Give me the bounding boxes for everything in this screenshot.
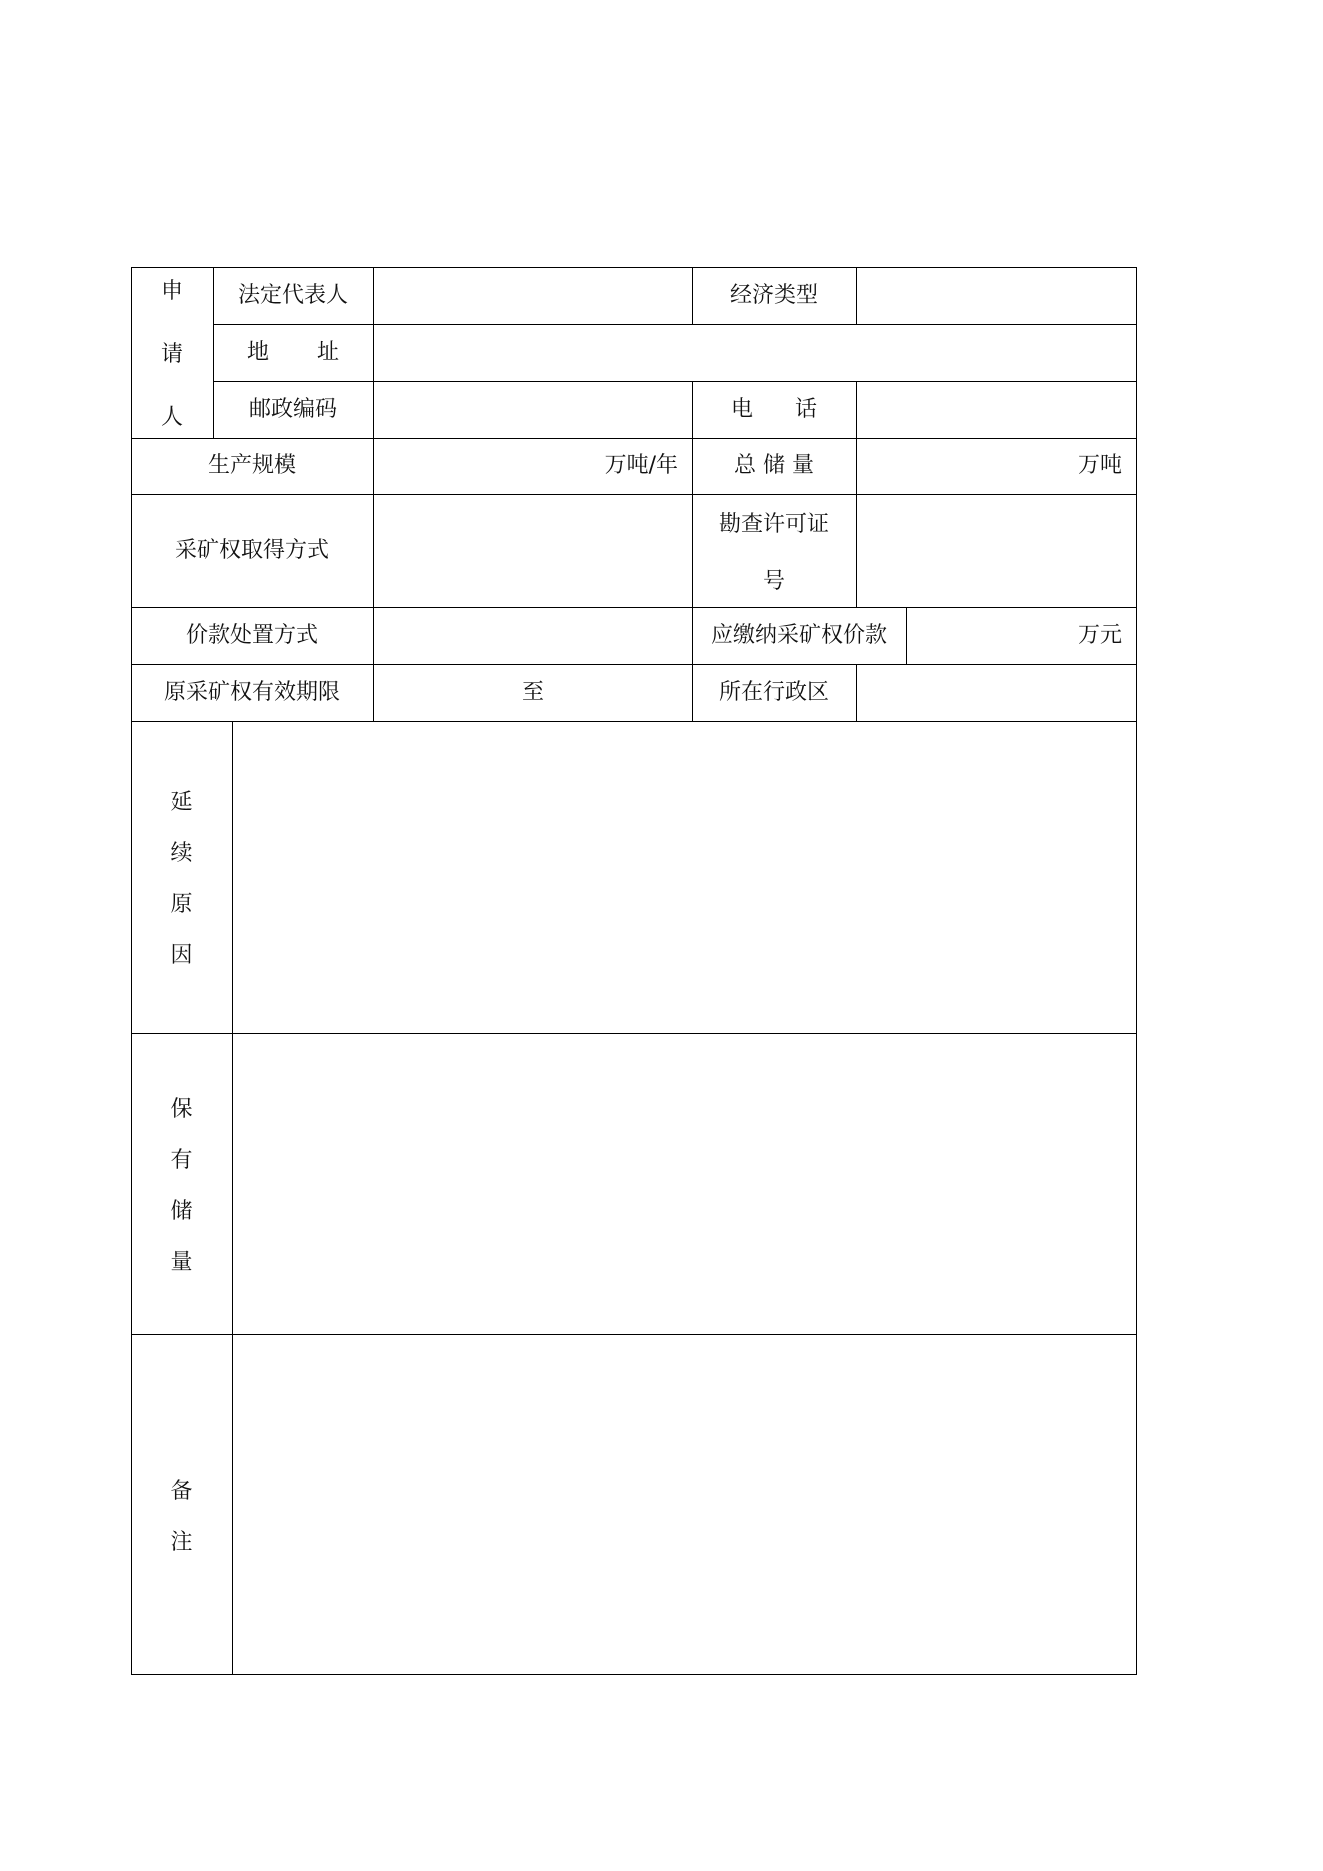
term-to-text: 至 [521, 679, 544, 705]
renewal-reason-field[interactable] [233, 722, 1136, 1033]
term-label: 原采矿权有效期限 [163, 679, 340, 705]
econ-type-field[interactable] [857, 268, 1136, 324]
total-reserve-field[interactable] [857, 438, 1136, 494]
total-reserve-unit: 万吨 [1077, 453, 1122, 478]
region-field[interactable] [857, 665, 1136, 721]
price-method-field[interactable] [374, 608, 692, 664]
legal-rep-label: 法定代表人 [237, 282, 348, 308]
term-field[interactable] [374, 664, 692, 721]
acquire-method-field[interactable] [374, 495, 692, 607]
scale-field[interactable] [374, 438, 692, 494]
renewal-reason-label: 延 续 原 因 [170, 790, 193, 968]
legal-rep-field[interactable] [374, 268, 692, 324]
retained-reserves-field[interactable] [233, 1034, 1136, 1334]
price-due-unit: 万元 [1077, 622, 1122, 648]
phone-label: 电 话 [731, 396, 817, 422]
permit-number-label: 勘查许可证 号 [718, 511, 829, 594]
total-reserve-label: 总 储 量 [734, 453, 814, 478]
remarks-label: 备 注 [170, 1479, 193, 1555]
price-method-label: 价款处置方式 [185, 622, 318, 648]
address-field[interactable] [374, 325, 1136, 381]
scale-label: 生产规模 [207, 453, 296, 478]
price-due-label: 应缴纳采矿权价款 [710, 622, 887, 648]
retained-reserves-label: 保 有 储 量 [170, 1096, 193, 1275]
table-border-bottom [131, 1674, 1137, 1675]
address-label: 地 址 [247, 339, 339, 365]
region-label: 所在行政区 [718, 679, 829, 705]
remarks-field[interactable] [233, 1335, 1136, 1674]
applicant-group-label: 申 请 人 [160, 279, 183, 430]
acquire-method-label: 采矿权取得方式 [174, 537, 329, 563]
econ-type-label: 经济类型 [729, 282, 818, 308]
table-border-right [1136, 267, 1137, 1675]
postcode-label: 邮政编码 [248, 396, 337, 422]
price-due-field[interactable] [907, 607, 1136, 664]
permit-number-field[interactable] [857, 495, 1136, 607]
phone-field[interactable] [857, 382, 1136, 438]
scale-unit: 万吨/年 [604, 453, 678, 478]
postcode-field[interactable] [374, 382, 692, 438]
